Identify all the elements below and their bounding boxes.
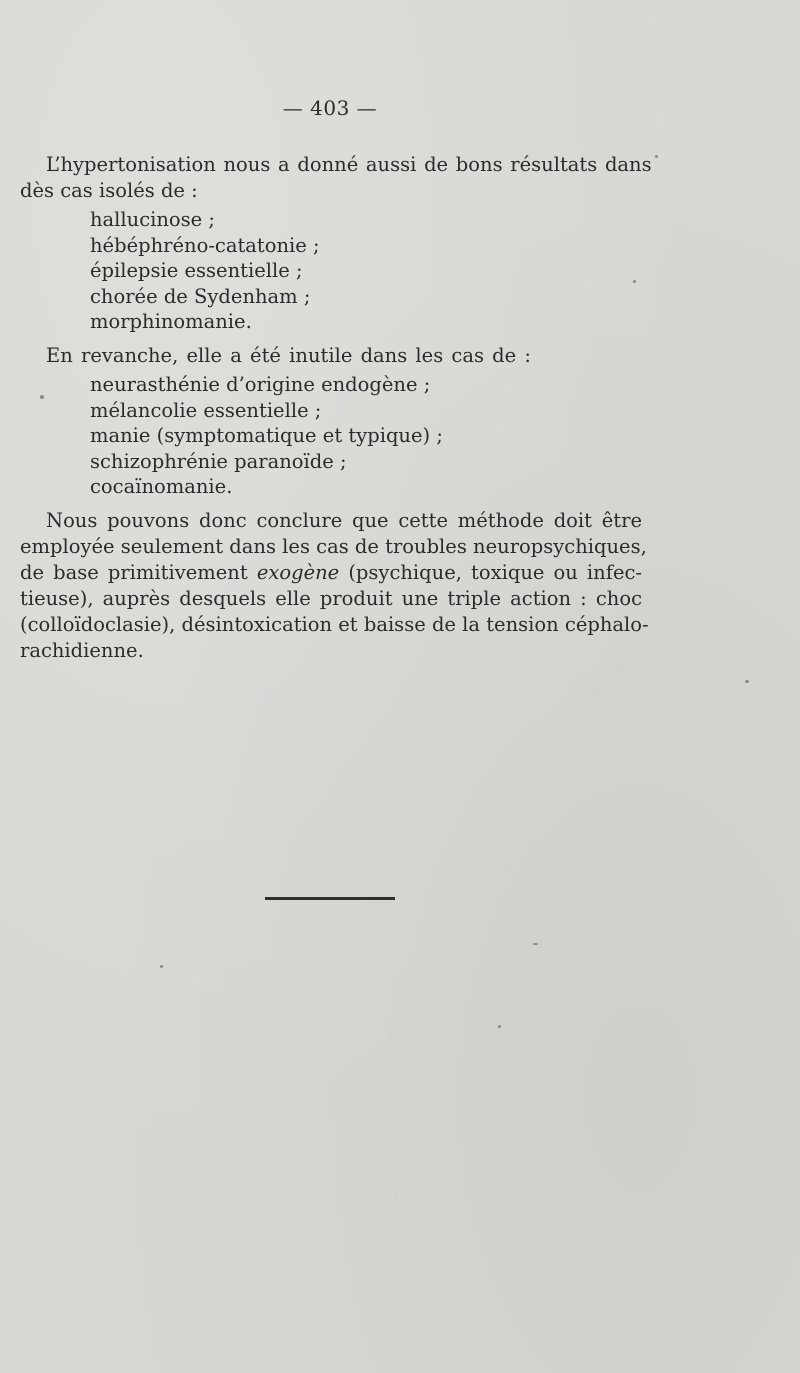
list-item: épilepsie essentielle ;	[90, 259, 303, 283]
list-item: schizophrénie paranoïde ;	[90, 449, 347, 473]
paper-speck	[655, 155, 658, 158]
conclusion-line-3-after: (psychique, toxique ou infec-	[348, 561, 642, 584]
list-item: neurasthénie d’origine endogène ;	[90, 373, 431, 396]
list-item: manie (symptomatique et typique) ;	[90, 424, 443, 448]
list-item: mélancolie essentielle ;	[90, 398, 322, 422]
list-item: hallucinose ;	[90, 208, 215, 231]
conclusion-line-4: tieuse), auprès desquels elle produit une triple action : choc	[20, 587, 642, 610]
paper-speck	[745, 680, 749, 683]
list-item: morphinomanie.	[90, 310, 252, 334]
intro-line-2: dès cas isolés de :	[20, 179, 198, 202]
list-item: chorée de Sydenham ;	[90, 284, 311, 308]
paper-speck	[533, 943, 538, 945]
useless-cases-list	[90, 372, 443, 500]
paper-speck	[160, 965, 163, 968]
intro-line-1: L’hypertonisation nous a donné aussi de bons résultats dans	[46, 153, 652, 176]
conclusion-line-3	[20, 560, 642, 586]
conclusion-line-3-before: de base primitivement	[20, 561, 248, 584]
page-number: — 403 —	[282, 96, 378, 120]
paper-speck	[498, 1025, 501, 1028]
emphasis-exogene: exogène	[256, 561, 340, 584]
good-results-list	[90, 207, 320, 335]
contrast-line: En revanche, elle a été inutile dans les cas de :	[46, 344, 531, 367]
paper-speck	[633, 280, 636, 283]
list-item: hébéphréno-catatonie ;	[90, 233, 320, 257]
conclusion-line-6: rachidienne.	[20, 639, 144, 662]
conclusion-line-1: Nous pouvons donc conclure que cette méthode doit être	[46, 509, 642, 532]
paper-speck	[40, 395, 44, 399]
list-item: cocaïnomanie.	[90, 475, 233, 499]
conclusion-line-5: (colloïdoclasie), désintoxication et baisse de la tension céphalo-	[20, 613, 649, 636]
conclusion-line-2: employée seulement dans les cas de troubles neuropsychiques,	[20, 535, 647, 558]
section-divider-rule	[265, 897, 395, 900]
